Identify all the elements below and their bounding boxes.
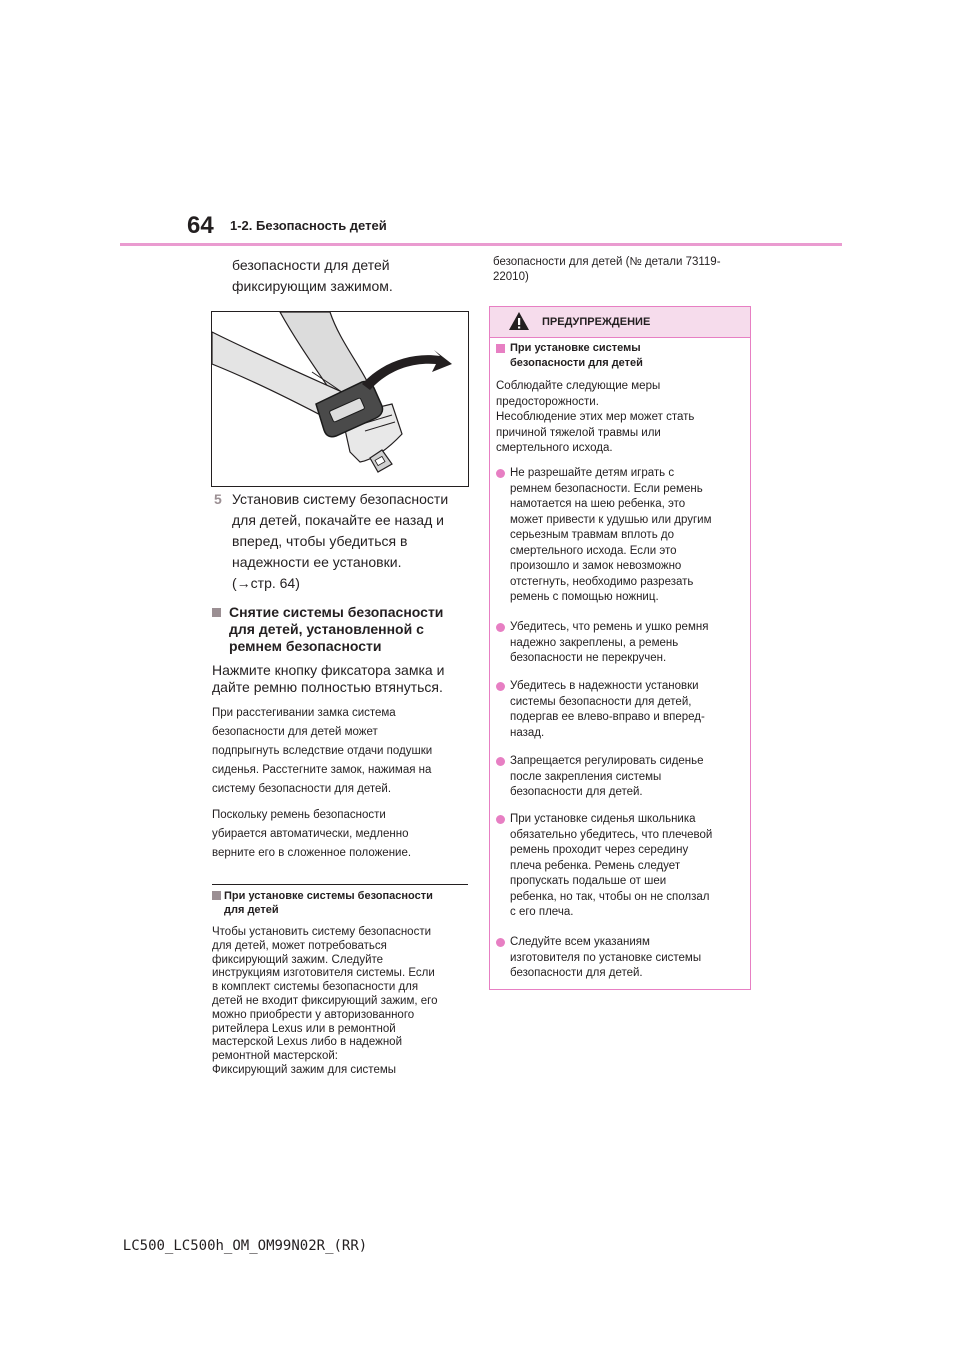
step-number: 5 xyxy=(214,491,222,507)
text-line: безопасности для детей (№ детали 73119- xyxy=(493,256,721,268)
intro-text xyxy=(232,255,472,297)
text-line: Чтобы установить систему безопасности xyxy=(212,926,432,938)
text-line: детей не входит фиксирующий зажим, его xyxy=(212,994,438,1007)
text-line: Поскольку ремень безопасности xyxy=(212,809,386,821)
text-line: ремонтной мастерской: xyxy=(212,1050,338,1063)
text-line: При установке сиденья школьника xyxy=(510,813,696,825)
text-line: после закрепления системы xyxy=(510,770,662,783)
header-rule xyxy=(120,243,842,246)
heading-line: При установке системы xyxy=(510,342,641,354)
text-line: верните его в сложенное положение. xyxy=(212,847,412,859)
text-line: плеча ребенка. Ремень следует xyxy=(510,859,681,872)
footer-document-code xyxy=(0,1238,960,1254)
text-line: безопасности для детей xyxy=(232,257,390,273)
text-line: надежности ее установки. xyxy=(232,554,402,570)
text-line: подергав ее влево-вправо и вперед- xyxy=(510,711,705,723)
text-line: может привести к удушью или другим xyxy=(510,513,712,526)
text-line: безопасности для детей. xyxy=(510,786,643,798)
heading-line: для детей xyxy=(224,904,279,916)
text-line: предосторожности. xyxy=(496,395,599,408)
text-line: Не разрешайте детям играть с xyxy=(510,467,675,479)
text-line: смертельного исхода. Если это xyxy=(510,544,677,557)
text-line: отстегнуть, необходимо разрезать xyxy=(510,575,694,588)
heading-line: Снятие системы безопасности xyxy=(229,604,444,620)
text-line: намотается на шею ребенка, это xyxy=(510,498,686,510)
right-intro-text xyxy=(493,255,753,285)
step-text xyxy=(232,489,472,594)
text-line: с его плеча. xyxy=(510,906,574,918)
text-line: ремень проходит через середину xyxy=(510,844,689,856)
text-line: системы безопасности для детей, xyxy=(510,695,692,708)
bullet-dot-icon xyxy=(496,757,505,766)
text-line: вперед, чтобы убедиться в xyxy=(232,533,408,549)
heading-line: безопасности для детей xyxy=(510,357,643,369)
bullet-dot-icon xyxy=(496,938,505,947)
text-line: в комплект системы безопасности для xyxy=(212,981,419,994)
bullet-dot-icon xyxy=(496,469,505,478)
heading-line: для детей, установленной с xyxy=(229,621,424,637)
removal-instruction xyxy=(212,662,474,696)
bullet-dot-icon xyxy=(496,682,505,691)
heading-line: При установке системы безопасности xyxy=(224,890,433,902)
text-line: ремень с помощью ножниц. xyxy=(510,591,659,603)
text-line: Установив систему безопасности xyxy=(232,491,449,507)
warning-header xyxy=(490,307,750,338)
text-line: пропускать подальше от шеи xyxy=(510,875,667,887)
text-line: мастерской Lexus либо в надежной xyxy=(212,1036,402,1049)
info-divider xyxy=(212,884,468,885)
warning-title: ПРЕДУПРЕЖДЕНИЕ xyxy=(542,316,651,328)
text-line: Фиксирующий зажим для системы xyxy=(212,1063,397,1076)
text-line: серьезным травмам вплоть до xyxy=(510,529,674,541)
text-line: систему безопасности для детей. xyxy=(212,783,392,795)
text-line: Убедитесь, что ремень и ушко ремня xyxy=(510,621,709,633)
text-line: сиденья. Расстегните замок, нажимая на xyxy=(212,764,432,776)
text-line: для детей, может потребоваться xyxy=(212,939,387,952)
text-line: инструкциям изготовителя системы. Если xyxy=(212,967,435,980)
text-line: для детей, покачайте ее назад и xyxy=(232,512,444,528)
info-body xyxy=(212,926,474,1078)
text-line: Нажмите кнопку фиксатора замка и xyxy=(212,662,445,678)
page-reference-link[interactable]: (→стр. 64) xyxy=(232,575,300,591)
text-line: Соблюдайте следующие меры xyxy=(496,380,661,392)
text-line: надежно закреплены, а ремень xyxy=(510,636,679,649)
bullet-dot-icon xyxy=(496,623,505,632)
text-line: безопасности для детей может xyxy=(212,726,378,738)
text-line: Запрещается регулировать сиденье xyxy=(510,755,704,767)
text-line: убирается автоматически, медленно xyxy=(212,828,409,840)
page-number: 64 xyxy=(187,212,214,239)
text-line: безопасности не перекручен. xyxy=(510,652,667,664)
warning-intro xyxy=(496,379,746,457)
text-line: 22010) xyxy=(493,271,529,283)
seatbelt-locking-clip-illustration xyxy=(211,311,469,487)
document-code: LC500_LC500h_OM_OM99N02R_(RR) xyxy=(122,1238,368,1254)
text-line: обязательно убедитесь, что плечевой xyxy=(510,828,713,841)
text-line: Следуйте всем указаниям xyxy=(510,936,650,948)
text-line: При расстегивании замка система xyxy=(212,707,396,719)
text-line: Убедитесь в надежности установки xyxy=(510,680,699,692)
text-line: произошло и замок невозможно xyxy=(510,560,682,572)
text-line: фиксирующим зажимом. xyxy=(232,278,393,294)
section-title: 1-2. Безопасность детей xyxy=(230,218,387,233)
locking-clip-drawing xyxy=(212,312,468,486)
text-line: подпрыгнуть вследствие отдачи подушки xyxy=(212,745,433,757)
text-line: Несоблюдение этих мер может стать xyxy=(496,411,695,423)
text-line: ритейлера Lexus или в ремонтной xyxy=(212,1022,396,1035)
warning-box xyxy=(489,306,751,990)
square-bullet-icon xyxy=(212,608,221,617)
text-line: можно приобрести у авторизованного xyxy=(212,1008,415,1021)
square-bullet-icon xyxy=(496,344,505,353)
text-line: дайте ремню полностью втянуться. xyxy=(212,679,443,695)
text-line: ремнем безопасности. Если ремень xyxy=(510,482,703,495)
text-line: безопасности для детей. xyxy=(510,967,643,979)
note-unbuckle xyxy=(212,704,474,799)
note-retract xyxy=(212,806,474,863)
text-line: причиной тяжелой травмы или xyxy=(496,426,661,439)
text-line: ребенка, но так, чтобы он не сползал xyxy=(510,890,710,903)
warning-triangle-icon xyxy=(508,311,530,331)
text-line: назад. xyxy=(510,726,545,739)
text-line: изготовителя по установке системы xyxy=(510,951,702,964)
text-line: фиксирующий зажим. Следуйте xyxy=(212,953,384,966)
heading-line: ремнем безопасности xyxy=(229,638,382,654)
bullet-dot-icon xyxy=(496,815,505,824)
square-bullet-icon xyxy=(212,891,221,900)
text-line: смертельного исхода. xyxy=(496,442,613,454)
